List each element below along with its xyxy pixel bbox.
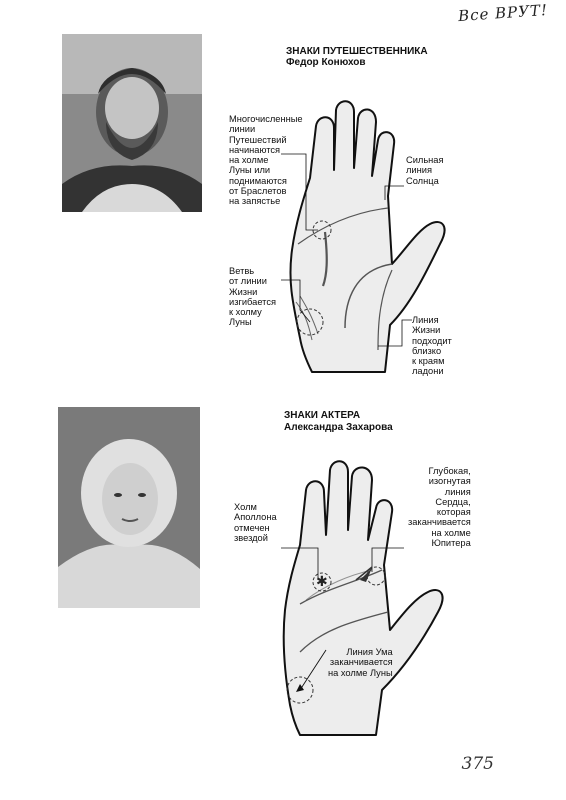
svg-text:✱: ✱ (316, 574, 328, 590)
label-travel-lines: Многочисленные линии Путешествий начинаются на холме Луны или поднимаются от Браслетов на запястье (229, 114, 303, 207)
label-head-line: Линия Ума заканчивается на холме Луны (328, 647, 393, 678)
page-number: 375 (461, 754, 494, 774)
label-apollo: Холм Аполлона отмечен звездой (234, 502, 277, 543)
label-sun-line: Сильная линия Солнца (406, 155, 444, 186)
section1-title: ЗНАКИ ПУТЕШЕСТВЕННИКА (286, 46, 428, 57)
label-life-branch: Ветвь от линии Жизни изгибается к холму Луны (229, 266, 277, 328)
section2-title: ЗНАКИ АКТЕРА (284, 410, 361, 421)
running-header: Все ВРУТ! (457, 0, 549, 26)
label-heart-line: Глубокая, изогнутая линия Сердца, которая заканчивается на холме Юпитера (408, 466, 471, 549)
label-life-line: Линия Жизни подходит близко к краям ладони (412, 315, 452, 377)
section2-subtitle: Александра Захарова (284, 422, 393, 433)
section1-subtitle: Федор Конюхов (286, 57, 366, 68)
